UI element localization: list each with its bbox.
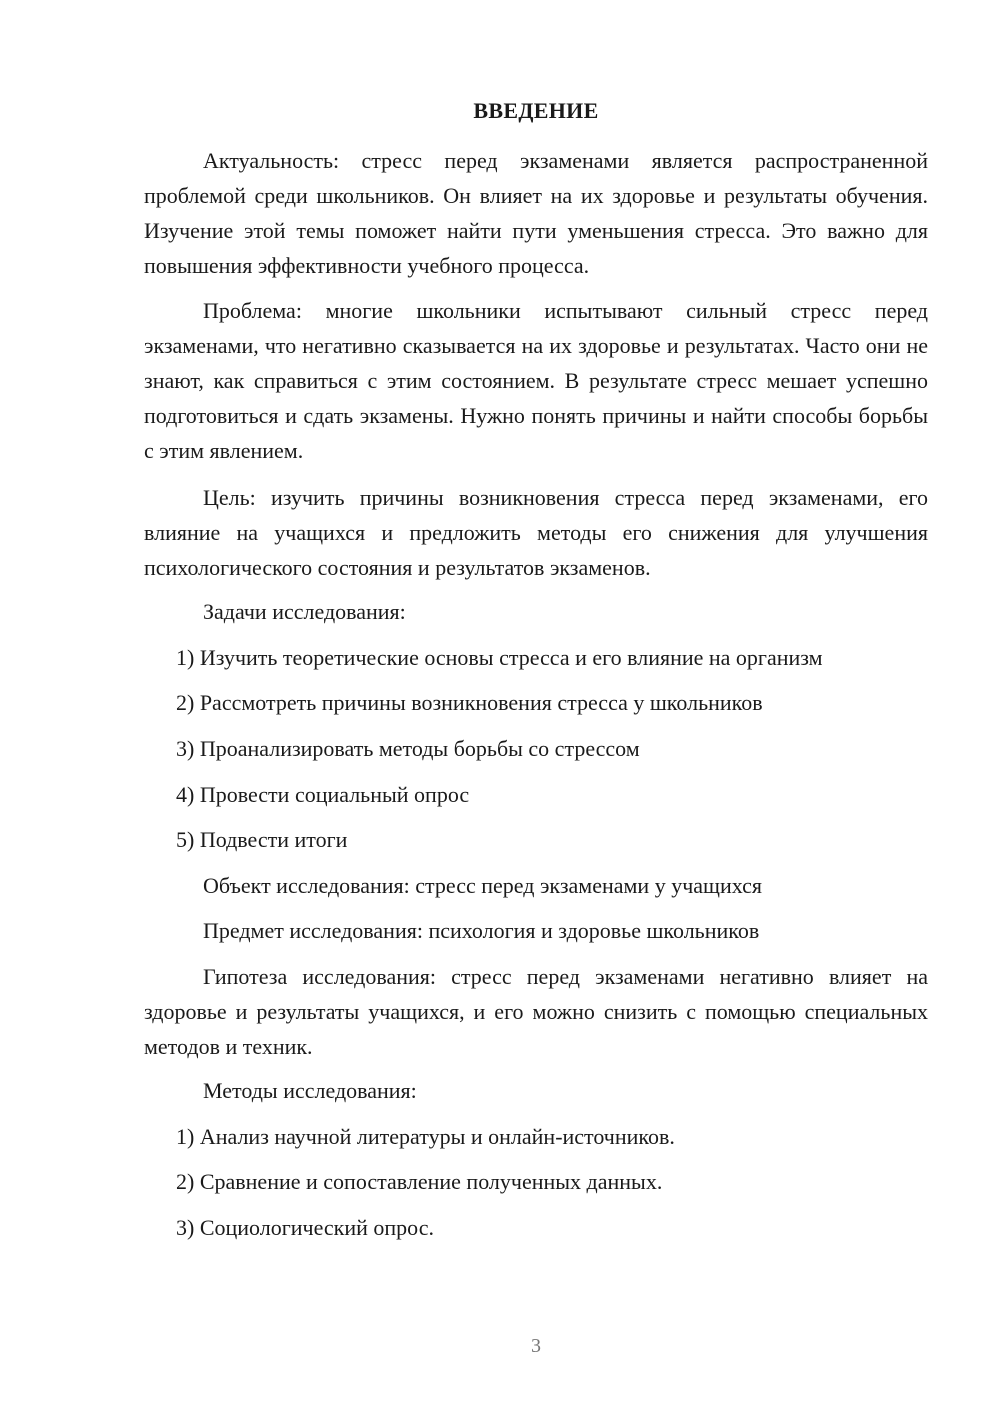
task-item: 5) Подвести итоги xyxy=(176,827,348,852)
relevance-paragraph: Актуальность: стресс перед экзаменами является распространенной проблемой среди школьников. Он влияет на их здоровье и результаты обучения. Изучение этой темы поможет найти пути уменьшения стресса. Это важно для повышения эффективности учебного процесса. xyxy=(144,148,928,278)
problem-paragraph: Проблема: многие школьники испытывают сильный стресс перед экзаменами, что негативно сказывается на их здоровье и результатах. Часто они не знают, как справиться с этим состоянием. В результате стресс мешает успешно подготовиться и сдать экзамены. Нужно понять причины и найти способы борьбы с этим явлением. xyxy=(144,298,928,463)
method-item: 1) Анализ научной литературы и онлайн-источников. xyxy=(176,1124,675,1149)
task-item: 2) Рассмотреть причины возникновения стресса у школьников xyxy=(176,690,763,715)
method-item: 2) Сравнение и сопоставление полученных данных. xyxy=(176,1169,663,1194)
section-heading: ВВЕДЕНИЕ xyxy=(473,98,599,123)
page-number: 3 xyxy=(531,1335,541,1357)
task-item: 1) Изучить теоретические основы стресса и его влияние на организм xyxy=(176,645,823,670)
task-item: 3) Проанализировать методы борьбы со стрессом xyxy=(176,736,640,761)
research-object: Объект исследования: стресс перед экзаменами у учащихся xyxy=(203,873,762,898)
goal-paragraph: Цель: изучить причины возникновения стресса перед экзаменами, его влияние на учащихся и предложить методы его снижения для улучшения психологического состояния и результатов экзаменов. xyxy=(144,485,928,580)
methods-label: Методы исследования: xyxy=(203,1078,417,1103)
research-subject: Предмет исследования: психология и здоровье школьников xyxy=(203,918,760,943)
task-item: 4) Провести социальный опрос xyxy=(176,782,470,807)
method-item: 3) Социологический опрос. xyxy=(176,1215,434,1240)
hypothesis-paragraph: Гипотеза исследования: стресс перед экзаменами негативно влияет на здоровье и результаты учащихся, и его можно снизить с помощью специальных методов и техник. xyxy=(144,964,928,1059)
tasks-label: Задачи исследования: xyxy=(203,599,406,624)
